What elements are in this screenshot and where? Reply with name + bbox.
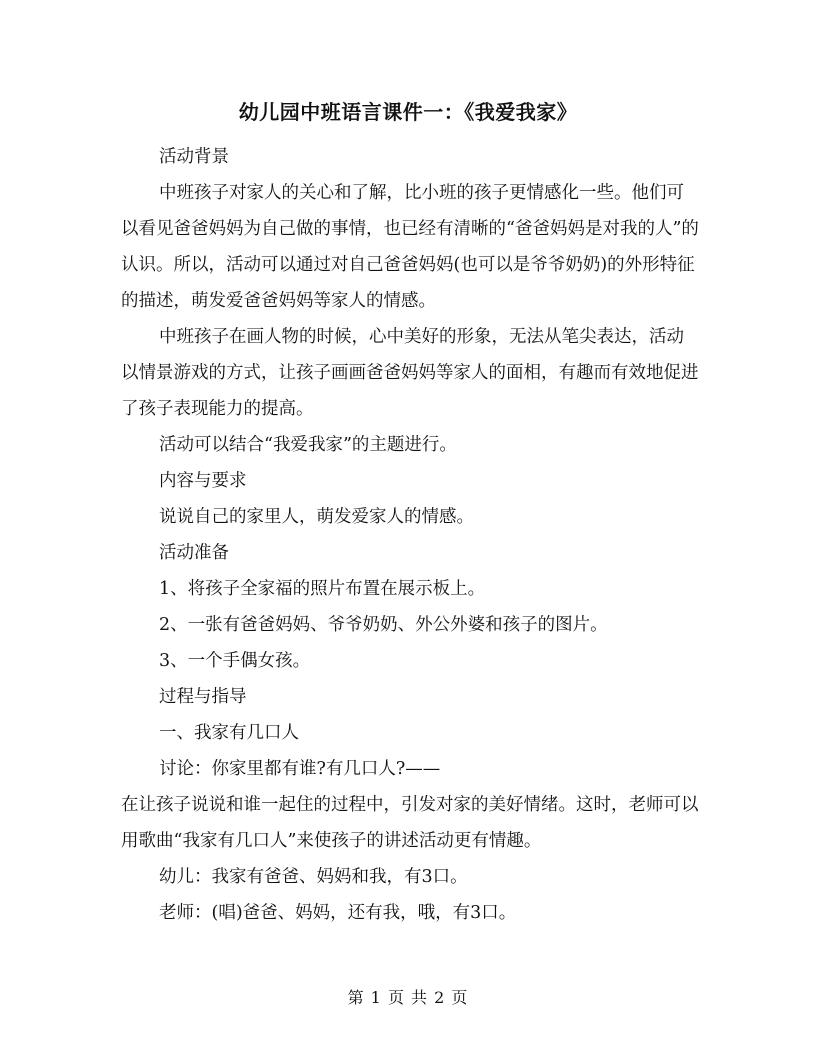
document-title: 幼儿园中班语言课件一：《我爱我家》 [238,100,578,124]
paragraph-guidance: 在让孩子说说和谁一起住的过程中，引发对家的美好情绪。这时，老师可以用歌曲“我家有几口人”来使孩子的讲述活动更有情趣。 [121,795,699,851]
paragraph-teacher-dialogue: 老师：(唱)爸爸、妈妈，还有我，哦，有3口。 [159,903,517,923]
paragraph-background-1: 中班孩子对家人的关心和了解，比小班的孩子更情感化一些。他们可以看见爸爸妈妈为自己做的事情，也已经有清晰的“爸爸妈妈是对我的人”的认识。所以，活动可以通过对自己爸爸妈妈(也可以是爷爷奶奶)的外形特征的描述，萌发爱爸爸妈妈等家人的情感。 [121,183,699,311]
paragraph-preparation-item-1: 1、将孩子全家福的照片布置在展示板上。 [159,579,486,599]
paragraph-background-3: 活动可以结合“我爱我家”的主题进行。 [159,435,457,455]
paragraph-content-heading: 内容与要求 [159,471,247,491]
paragraph-discussion: 讨论：你家里都有谁?有几口人?—— [159,759,441,779]
paragraph-preparation-heading: 活动准备 [159,543,229,563]
paragraph-content-text: 说说自己的家里人，萌发爱家人的情感。 [159,507,474,527]
paragraph-background-2: 中班孩子在画人物的时候，心中美好的形象，无法从笔尖表达，活动以情景游戏的方式，让孩子画画爸爸妈妈等家人的面相，有趣而有效地促进了孩子表现能力的提高。 [121,327,699,419]
paragraph-child-dialogue: 幼儿：我家有爸爸、妈妈和我，有3口。 [159,867,468,887]
page-number-footer: 第 1 页 共 2 页 [347,988,469,1007]
paragraph-preparation-item-2: 2、一张有爸爸妈妈、爷爷奶奶、外公外婆和孩子的图片。 [159,615,608,635]
document-body [121,139,699,931]
paragraph-process-heading: 过程与指导 [159,687,247,707]
paragraph-activity-background-heading: 活动背景 [159,147,229,167]
paragraph-section-one-heading: 一、我家有几口人 [159,723,299,743]
paragraph-preparation-item-3: 3、一个手偶女孩。 [159,651,311,671]
